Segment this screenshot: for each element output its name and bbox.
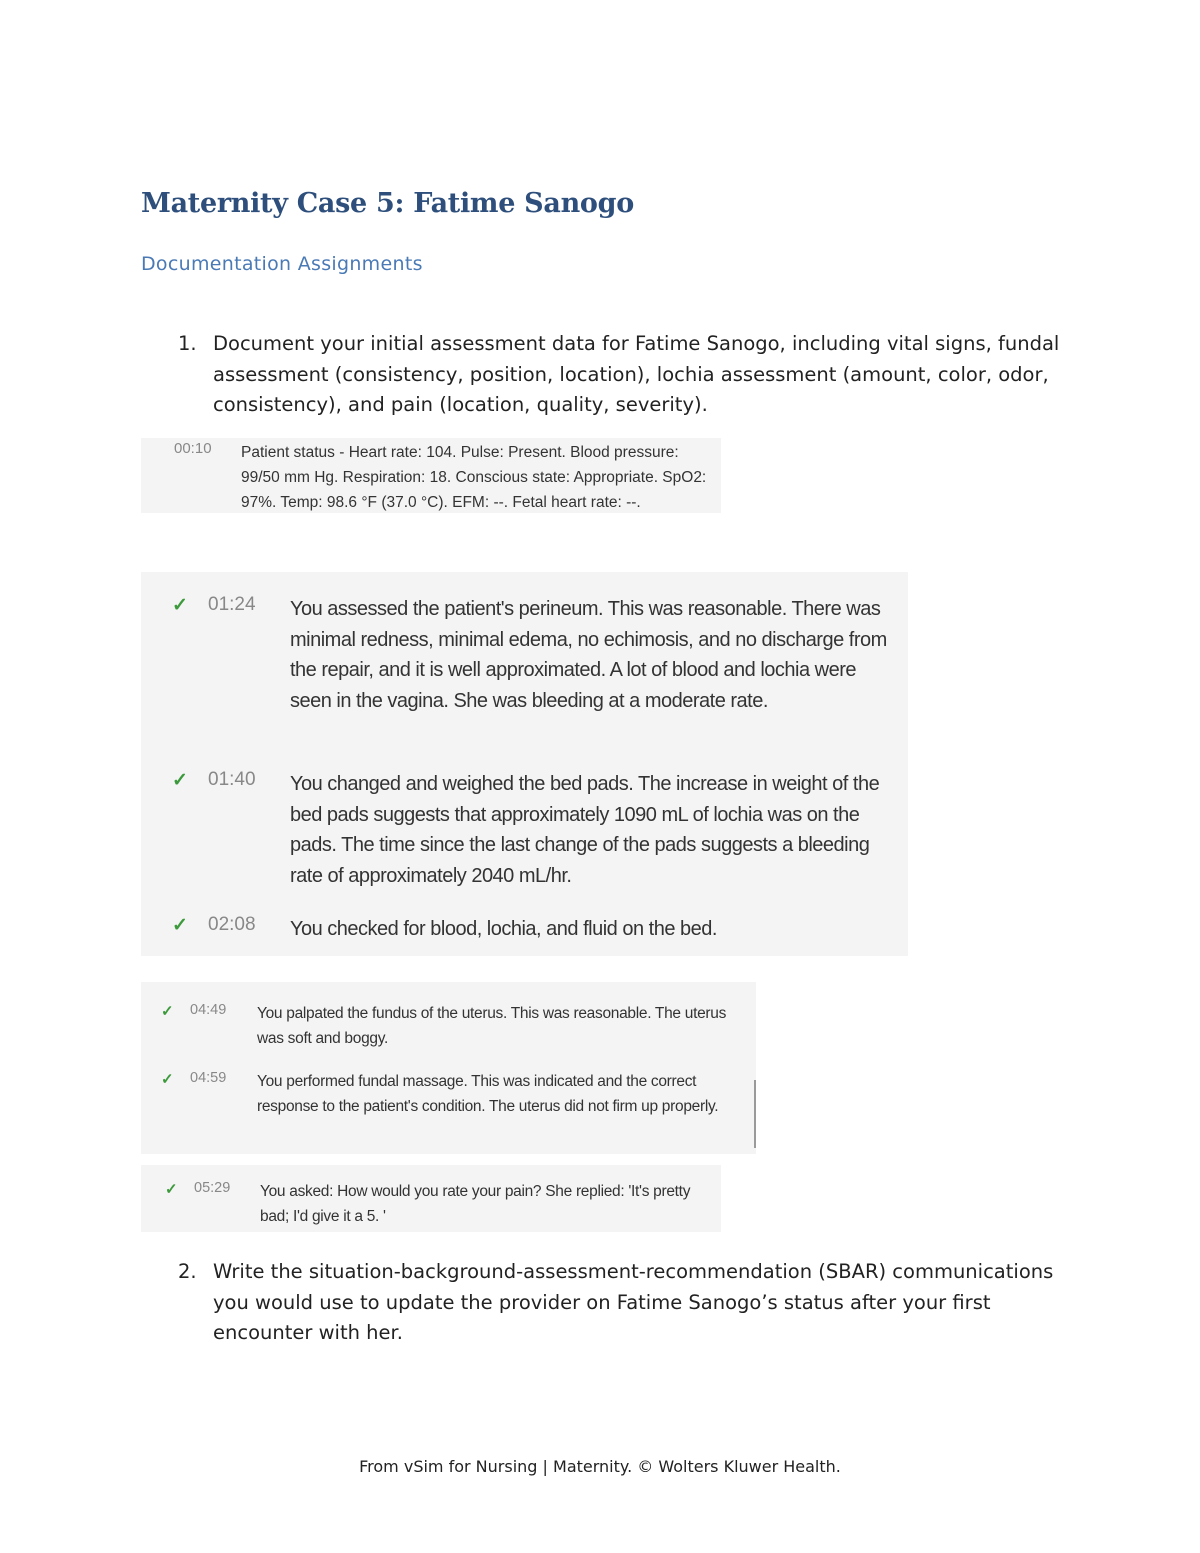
check-icon: ✓: [161, 1003, 174, 1020]
check-icon: ✓: [172, 595, 188, 616]
section-heading: Documentation Assignments: [141, 253, 423, 275]
check-icon: ✓: [172, 770, 188, 791]
question-1: [178, 329, 1078, 421]
check-icon: ✓: [161, 1071, 174, 1088]
question-text: Document your initial assessment data for Fatime Sanogo, including vital signs, fundal assessment (consistency, position, location), lochia assessment (amount, color, odor, consistency), and pain (location, quality, severity).: [213, 332, 1060, 416]
entry-text: You assessed the patient's perineum. This was reasonable. There was minimal redness, minimal edema, no echimosis, and no discharge from the repair, and it is well approximated. A lot of blood and lochia were seen in the vagina. She was bleeding at a moderate rate.: [290, 598, 887, 712]
page-title: Maternity Case 5: Fatime Sanogo: [141, 188, 634, 219]
entry-time: 00:10: [174, 440, 212, 457]
check-icon: ✓: [172, 915, 188, 936]
entry-time: 04:59: [190, 1070, 227, 1086]
entry-time: 05:29: [194, 1180, 231, 1196]
pain-log-screenshot: [141, 1165, 721, 1232]
fundus-log-screenshot: [141, 982, 756, 1154]
entry-time: 02:08: [208, 914, 256, 935]
entry-text: You performed fundal massage. This was indicated and the correct response to the patient's condition. The uterus did not firm up properly.: [257, 1073, 719, 1115]
scrollbar: [754, 1080, 756, 1148]
entry-text: You palpated the fundus of the uterus. This was reasonable. The uterus was soft and boggy.: [257, 1005, 727, 1047]
entry-text: You asked: How would you rate your pain? She replied: 'It's pretty bad; I'd give it a 5. ': [260, 1183, 691, 1225]
entry-text: You checked for blood, lochia, and fluid on the bed.: [290, 918, 717, 940]
vitals-screenshot: [141, 438, 721, 513]
page-footer: From vSim for Nursing | Maternity. © Wolters Kluwer Health.: [359, 1457, 841, 1476]
question-text: Write the situation-background-assessment-recommendation (SBAR) communications you would use to update the provider on Fatime Sanogo’s status after your first encounter with her.: [213, 1260, 1054, 1344]
check-icon: ✓: [165, 1181, 178, 1198]
entry-time: 01:24: [208, 594, 256, 615]
question-2: [178, 1257, 1078, 1349]
entry-text: Patient status - Heart rate: 104. Pulse: Present. Blood pressure: 99/50 mm Hg. Respiration: 18. Conscious state: Appropriate. SpO2: 97%. Temp: 98.6 °F (37.0 °C). EFM: --. Fetal heart rate: --.: [241, 444, 707, 511]
entry-time: 01:40: [208, 769, 256, 790]
question-number: 2.: [178, 1260, 197, 1283]
question-number: 1.: [178, 332, 197, 355]
entry-text: You changed and weighed the bed pads. The increase in weight of the bed pads suggests that approximately 1090 mL of lochia was on the pads. The time since the last change of the pads suggests a bleeding rate of approximately 2040 mL/hr.: [290, 773, 880, 887]
perineum-log-screenshot: [141, 572, 908, 956]
entry-time: 04:49: [190, 1002, 227, 1018]
